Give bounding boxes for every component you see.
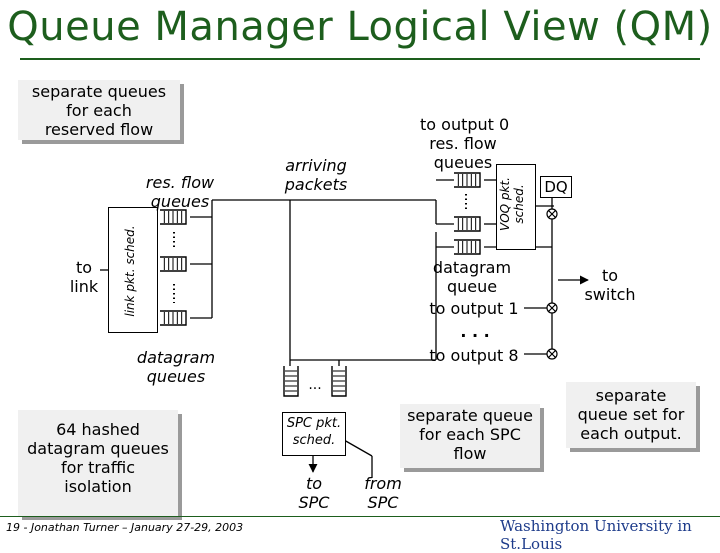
callout-line: for each	[66, 101, 132, 120]
label-line: SPC	[298, 493, 330, 512]
label-line: res. flow	[145, 173, 215, 192]
spc-queue-callout	[400, 404, 540, 468]
footer-citation: 19 - Jonathan Turner – January 27-29, 2003	[6, 521, 244, 534]
label-line: queues	[433, 153, 493, 172]
from-spc-label	[355, 474, 411, 512]
queue-icon	[454, 173, 480, 187]
label-line: res. flow	[429, 134, 497, 153]
callout-line: 64 hashed	[56, 420, 140, 439]
dq-box	[540, 176, 572, 198]
callout-line: each output.	[580, 424, 682, 443]
label-line: to output 0	[420, 115, 510, 134]
callout-line: flow	[453, 444, 487, 463]
queue-icon	[454, 217, 480, 231]
to-output-1-label: to output 1	[429, 299, 519, 318]
datagram-queue-right-label	[424, 258, 520, 296]
reserved-flow-callout	[18, 80, 180, 140]
callout-line: queue set for	[577, 405, 685, 424]
label-line: from	[364, 474, 402, 493]
datagram-queues-left-label	[128, 348, 224, 386]
callout-line: datagram queues	[27, 439, 169, 458]
crosspoint-icon	[547, 209, 557, 219]
label-line: SPC pkt.	[286, 416, 342, 431]
spc-ellipsis: ...	[308, 377, 322, 393]
label-line: VOQ pkt.	[498, 177, 512, 231]
voq-scheduler-label	[498, 162, 534, 246]
label-line: datagram	[432, 258, 512, 277]
callout-line: isolation	[64, 477, 132, 496]
callout-line: separate queues	[31, 82, 167, 101]
queue-icon	[454, 240, 480, 254]
label-line: link	[69, 277, 99, 296]
res-flow-queues-left-label	[130, 173, 230, 211]
callout-line: separate queue	[407, 406, 533, 425]
crosspoint-icon	[547, 349, 557, 359]
university-logo: Washington University in St.Louis	[500, 517, 692, 553]
label-line: switch	[584, 285, 636, 304]
spc-scheduler-label	[282, 415, 346, 449]
label-line: datagram	[136, 348, 216, 367]
callout-line: reserved flow	[44, 120, 154, 139]
queue-icon	[160, 257, 186, 271]
link-scheduler-label: link pkt. sched.	[123, 225, 137, 317]
label-line: to	[75, 258, 93, 277]
label-line: sched.	[292, 433, 336, 448]
output-set-callout	[566, 382, 696, 448]
output-dots-label: . . .	[460, 322, 490, 341]
callout-line: for each SPC	[419, 425, 521, 444]
label-line: queues	[146, 367, 206, 386]
queue-icon	[160, 311, 186, 325]
label-line: SPC	[367, 493, 399, 512]
label-line: to	[305, 474, 323, 493]
queue-icon	[332, 366, 346, 396]
callout-line: for traffic	[60, 458, 135, 477]
page-title: Queue Manager Logical View (QM)	[7, 4, 713, 50]
to-output-0-label	[420, 115, 510, 172]
hashed-queues-callout	[18, 410, 178, 516]
queue-icon	[284, 366, 298, 396]
label-line: queues	[150, 192, 210, 211]
label-line: sched.	[512, 184, 526, 224]
label-line: to	[601, 266, 619, 285]
crosspoint-icon	[547, 303, 557, 313]
queue-icon	[160, 210, 186, 224]
to-switch-label	[578, 266, 642, 304]
callout-line: separate	[595, 386, 667, 405]
to-link-label	[62, 258, 106, 296]
label-line: packets	[284, 175, 348, 194]
dq-label: DQ	[544, 178, 568, 196]
arriving-packets-label	[266, 156, 366, 194]
label-line: queue	[446, 277, 498, 296]
to-spc-label	[286, 474, 342, 512]
label-line: arriving	[285, 156, 347, 175]
to-output-8-label: to output 8	[429, 346, 519, 365]
